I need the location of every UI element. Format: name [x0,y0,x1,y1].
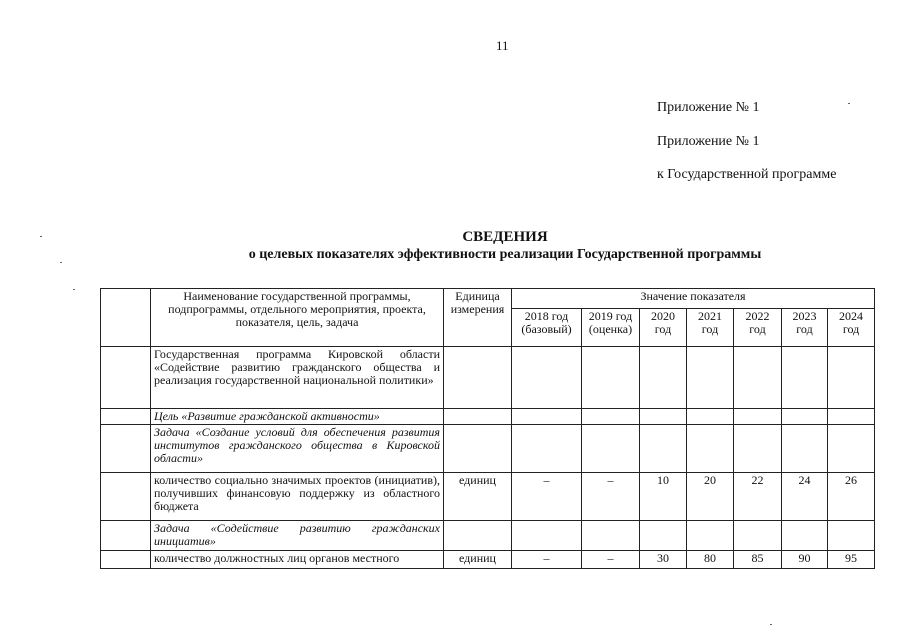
value-cell [582,409,640,425]
name-column-header: Наименование государственной программы, подпрограммы, отдельного мероприятия, проекта, показателя, цель, задача [151,289,444,347]
unit-cell: единиц [444,551,512,569]
value-cell [687,425,734,473]
indicator-name-cell: Цель «Развитие гражданской активности» [151,409,444,425]
value-cell [782,425,828,473]
value-cell: 24 [782,473,828,521]
value-cell [782,409,828,425]
indicator-name-cell: количество должностных лиц органов местного [151,551,444,569]
scan-speck [73,289,75,290]
value-cell [734,425,782,473]
year-header: 2018 год (базовый) [512,309,582,347]
value-cell [828,521,875,551]
value-cell: – [582,473,640,521]
index-header [101,289,151,347]
value-cell [734,409,782,425]
row-index-cell [101,425,151,473]
page-number: 11 [496,38,509,53]
scan-speck [848,103,850,104]
scan-speck [60,262,62,263]
table-row [101,521,875,551]
unit-cell [444,425,512,473]
value-cell: – [512,473,582,521]
value-cell [782,521,828,551]
value-cell: 95 [828,551,875,569]
row-index-cell [101,551,151,569]
value-cell [512,425,582,473]
value-cell [734,521,782,551]
table-row [101,473,875,521]
year-header: 2020 год [640,309,687,347]
heading-subtitle: о целевых показателях эффективности реализации Государственной программы [248,247,762,262]
value-cell [640,409,687,425]
value-cell: 90 [782,551,828,569]
row-index-cell [101,347,151,409]
appendix-label: Приложение № 1 [657,100,760,115]
value-cell [687,521,734,551]
indicators-table [100,288,875,569]
value-cell: 30 [640,551,687,569]
row-index-cell [101,473,151,521]
value-cell: 22 [734,473,782,521]
appendix-reference: к Государственной программе [657,167,837,182]
value-cell: – [512,551,582,569]
unit-cell: единиц [444,473,512,521]
value-cell: 20 [687,473,734,521]
value-cell [640,347,687,409]
value-cell: 26 [828,473,875,521]
value-cell [640,521,687,551]
indicator-name-cell: Задача «Создание условий для обеспечения развития институтов гражданского общества в Кировской области» [151,425,444,473]
value-cell [512,409,582,425]
row-index-cell [101,521,151,551]
value-cell: 80 [687,551,734,569]
value-cell [828,425,875,473]
year-header: 2024 год [828,309,875,347]
appendix-label-repeat: Приложение № 1 [657,134,760,149]
value-cell: – [582,551,640,569]
year-header: 2021 год [687,309,734,347]
unit-cell [444,409,512,425]
indicator-name-cell: Задача «Содействие развитию гражданских инициатив» [151,521,444,551]
table-row [101,425,875,473]
indicator-name-cell: Государственная программа Кировской области «Содействие развитию гражданского общества и реализация государственной национальной политики» [151,347,444,409]
indicator-name-cell: количество социально значимых проектов (инициатив), получивших финансовую поддержку из областного бюджета [151,473,444,521]
value-cell [782,347,828,409]
value-cell [640,425,687,473]
values-column-header: Значение показателя [512,289,875,309]
value-cell [582,521,640,551]
value-cell [734,347,782,409]
document-heading [0,229,905,263]
value-cell [828,347,875,409]
value-cell [687,409,734,425]
table-row [101,347,875,409]
value-cell [512,521,582,551]
value-cell [828,409,875,425]
unit-cell [444,521,512,551]
value-cell: 10 [640,473,687,521]
value-cell [687,347,734,409]
value-cell [582,347,640,409]
table-body [101,347,875,569]
value-cell: 85 [734,551,782,569]
year-header: 2023 год [782,309,828,347]
scan-speck [40,236,42,237]
unit-cell [444,347,512,409]
table-row [101,409,875,425]
year-header: 2022 год [734,309,782,347]
value-cell [582,425,640,473]
value-cell [512,347,582,409]
row-index-cell [101,409,151,425]
year-header: 2019 год (оценка) [582,309,640,347]
table-row [101,551,875,569]
unit-column-header: Единица измерения [444,289,512,347]
scan-speck [770,624,772,625]
heading-title: СВЕДЕНИЯ [462,229,548,245]
